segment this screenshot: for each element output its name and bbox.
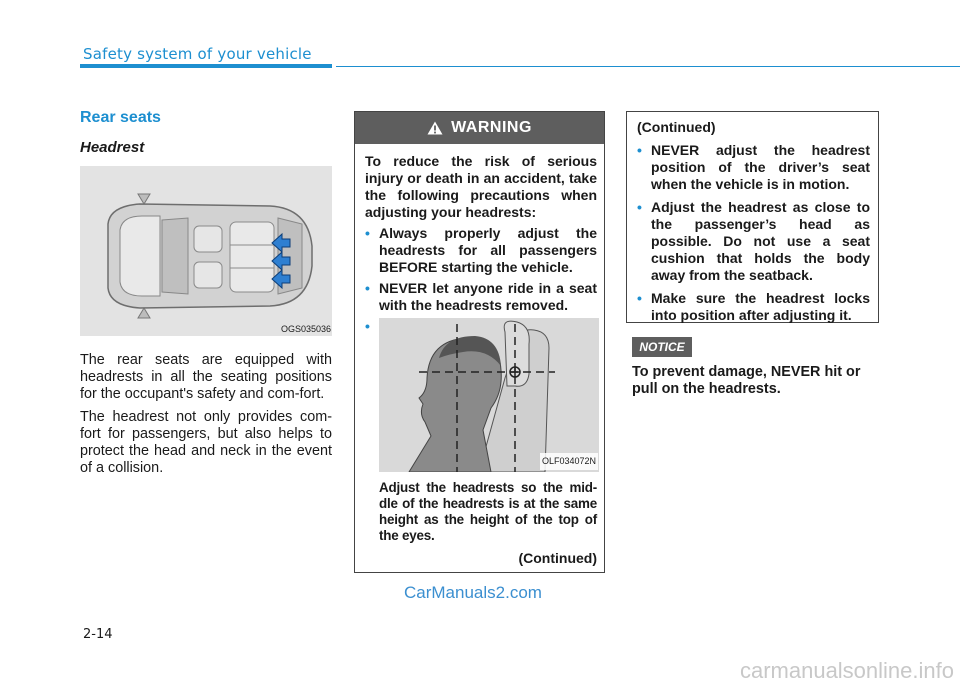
continuation-bullet-text: Make sure the headrest locks into position after adjusting it. xyxy=(651,290,870,323)
headrest-height-figure xyxy=(379,318,599,472)
warning-bullet xyxy=(365,225,597,276)
bullet-dot: • xyxy=(637,142,642,158)
header-rule-thick xyxy=(80,64,332,68)
warning-bullet-text: Always properly adjust the headrests for all passengers BEFORE starting the vehicle. xyxy=(379,225,597,275)
header-rule-thin xyxy=(336,66,960,67)
warning-title: WARNING xyxy=(451,119,532,136)
notice-text: To prevent damage, NEVER hit or pull on the headrests. xyxy=(632,364,861,397)
watermark-link[interactable]: CarManuals2.com xyxy=(404,583,542,602)
continuation-bullet xyxy=(637,142,870,193)
warning-body xyxy=(355,144,604,567)
warning-bullet-text: NEVER let anyone ride in a seat with the headrests removed. xyxy=(379,280,597,313)
bullet-dot: • xyxy=(365,318,370,334)
arrow-left-icon xyxy=(270,268,292,290)
figure-caption: Adjust the headrests so the mid-dle of the headrests is at the same height as the height of the top of the eyes. xyxy=(379,480,597,543)
warning-intro: To reduce the risk of serious injury or death in an accident, take the following precautions when adjusting your headrests: xyxy=(365,153,597,220)
figure-code: OLF034072N xyxy=(540,453,598,470)
continuation-bullet-text: NEVER adjust the headrest position of the driver’s seat when the vehicle is in motion. xyxy=(651,142,870,192)
warning-continuation-box xyxy=(626,111,879,323)
continuation-bullet-text: Adjust the headrest as close to the passenger’s head as possible. Do not use a seat cushion that holds the body away from the seatback. xyxy=(651,199,870,283)
figure-code: OGS035036 xyxy=(280,324,331,334)
warning-header xyxy=(355,112,604,144)
continued-label: (Continued) xyxy=(518,550,597,566)
rear-seat-headrest-figure xyxy=(80,166,332,336)
bullet-dot: • xyxy=(637,290,642,306)
warning-box xyxy=(354,111,605,573)
warning-triangle-icon xyxy=(427,121,443,135)
warning-bullet xyxy=(365,280,597,314)
continuation-bullet xyxy=(637,199,870,284)
body-paragraph: The headrest not only provides com-fort for passengers, but also helps to protect the head and neck in the event of a collision. xyxy=(80,409,332,476)
headrest-subheading: Headrest xyxy=(80,139,145,156)
bullet-dot: • xyxy=(637,199,642,215)
footer-watermark: carmanualsonline.info xyxy=(739,658,954,683)
notice-badge: NOTICE xyxy=(632,337,692,357)
left-column xyxy=(80,100,332,477)
bullet-dot: • xyxy=(365,225,370,241)
continuation-bullet xyxy=(637,290,870,324)
car-top-view-illustration xyxy=(80,166,332,336)
continued-label: (Continued) xyxy=(637,119,716,135)
rear-seats-heading: Rear seats xyxy=(80,109,161,126)
section-header: Safety system of your vehicle xyxy=(83,45,312,63)
bullet-dot: • xyxy=(365,280,370,296)
page-number: 2-14 xyxy=(83,627,113,642)
body-paragraph: The rear seats are equipped with headrests in all the seating positions for the occupant's safety and com-fort. xyxy=(80,352,332,402)
head-profile-illustration xyxy=(379,318,599,472)
